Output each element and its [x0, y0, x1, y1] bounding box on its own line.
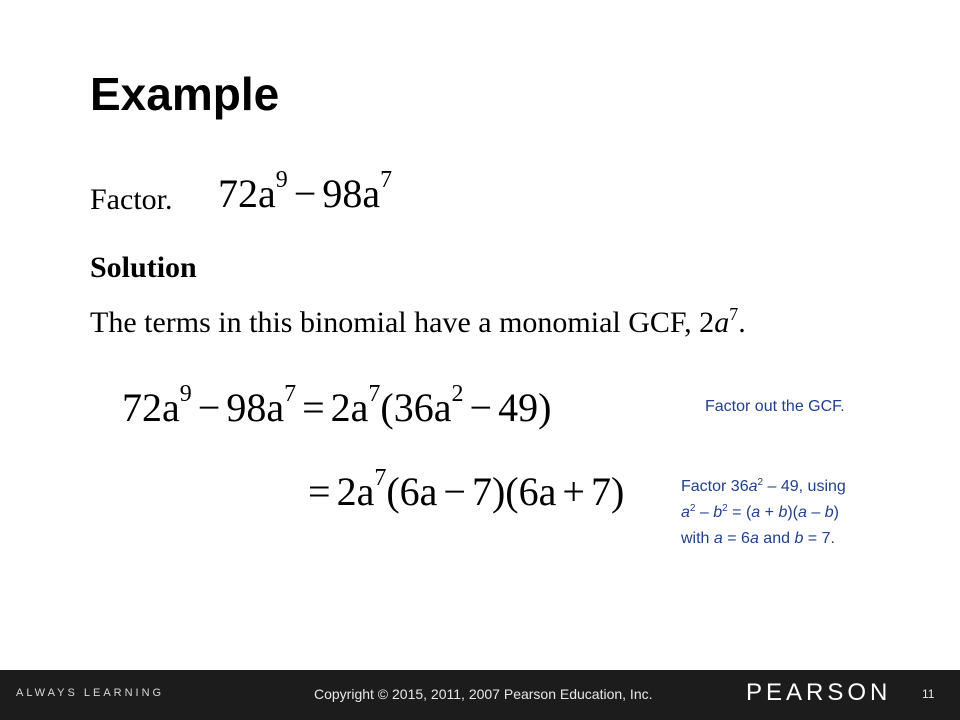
step2-note: [681, 474, 846, 552]
pearson-logo: PEARSON: [746, 679, 892, 706]
page-number: 11: [922, 687, 935, 701]
step2-note-line3: with a = 6a and b = 7.: [681, 530, 835, 547]
footer-tagline: ALWAYS LEARNING: [16, 687, 165, 699]
solution-heading: Solution: [90, 251, 197, 284]
footer-bar: [0, 670, 960, 720]
step2-note-line1: Factor $36a^2 - 49$, using: [681, 477, 846, 495]
footer-copyright: Copyright © 2015, 2011, 2007 Pearson Education, Inc.: [314, 686, 653, 702]
step1-note: Factor out the GCF.: [705, 398, 845, 415]
given-expression: $72a^9 - 98a^7$: [218, 167, 393, 216]
solution-text: The terms in this binomial have a monomial GCF, $2a^7$.: [90, 304, 746, 339]
prompt-text: Factor.: [90, 183, 173, 216]
slide-title: Example: [90, 68, 280, 120]
step2-equation: = $2a^7(6a - 7)(6a + 7)$: [308, 465, 625, 514]
step2-note-line2: $a^2 - b^2 = (a + b)(a - b)$: [681, 503, 839, 521]
step1-equation: $72a^9 - 98a^7 = 2a^7(36a^2 - 49)$: [122, 381, 552, 430]
